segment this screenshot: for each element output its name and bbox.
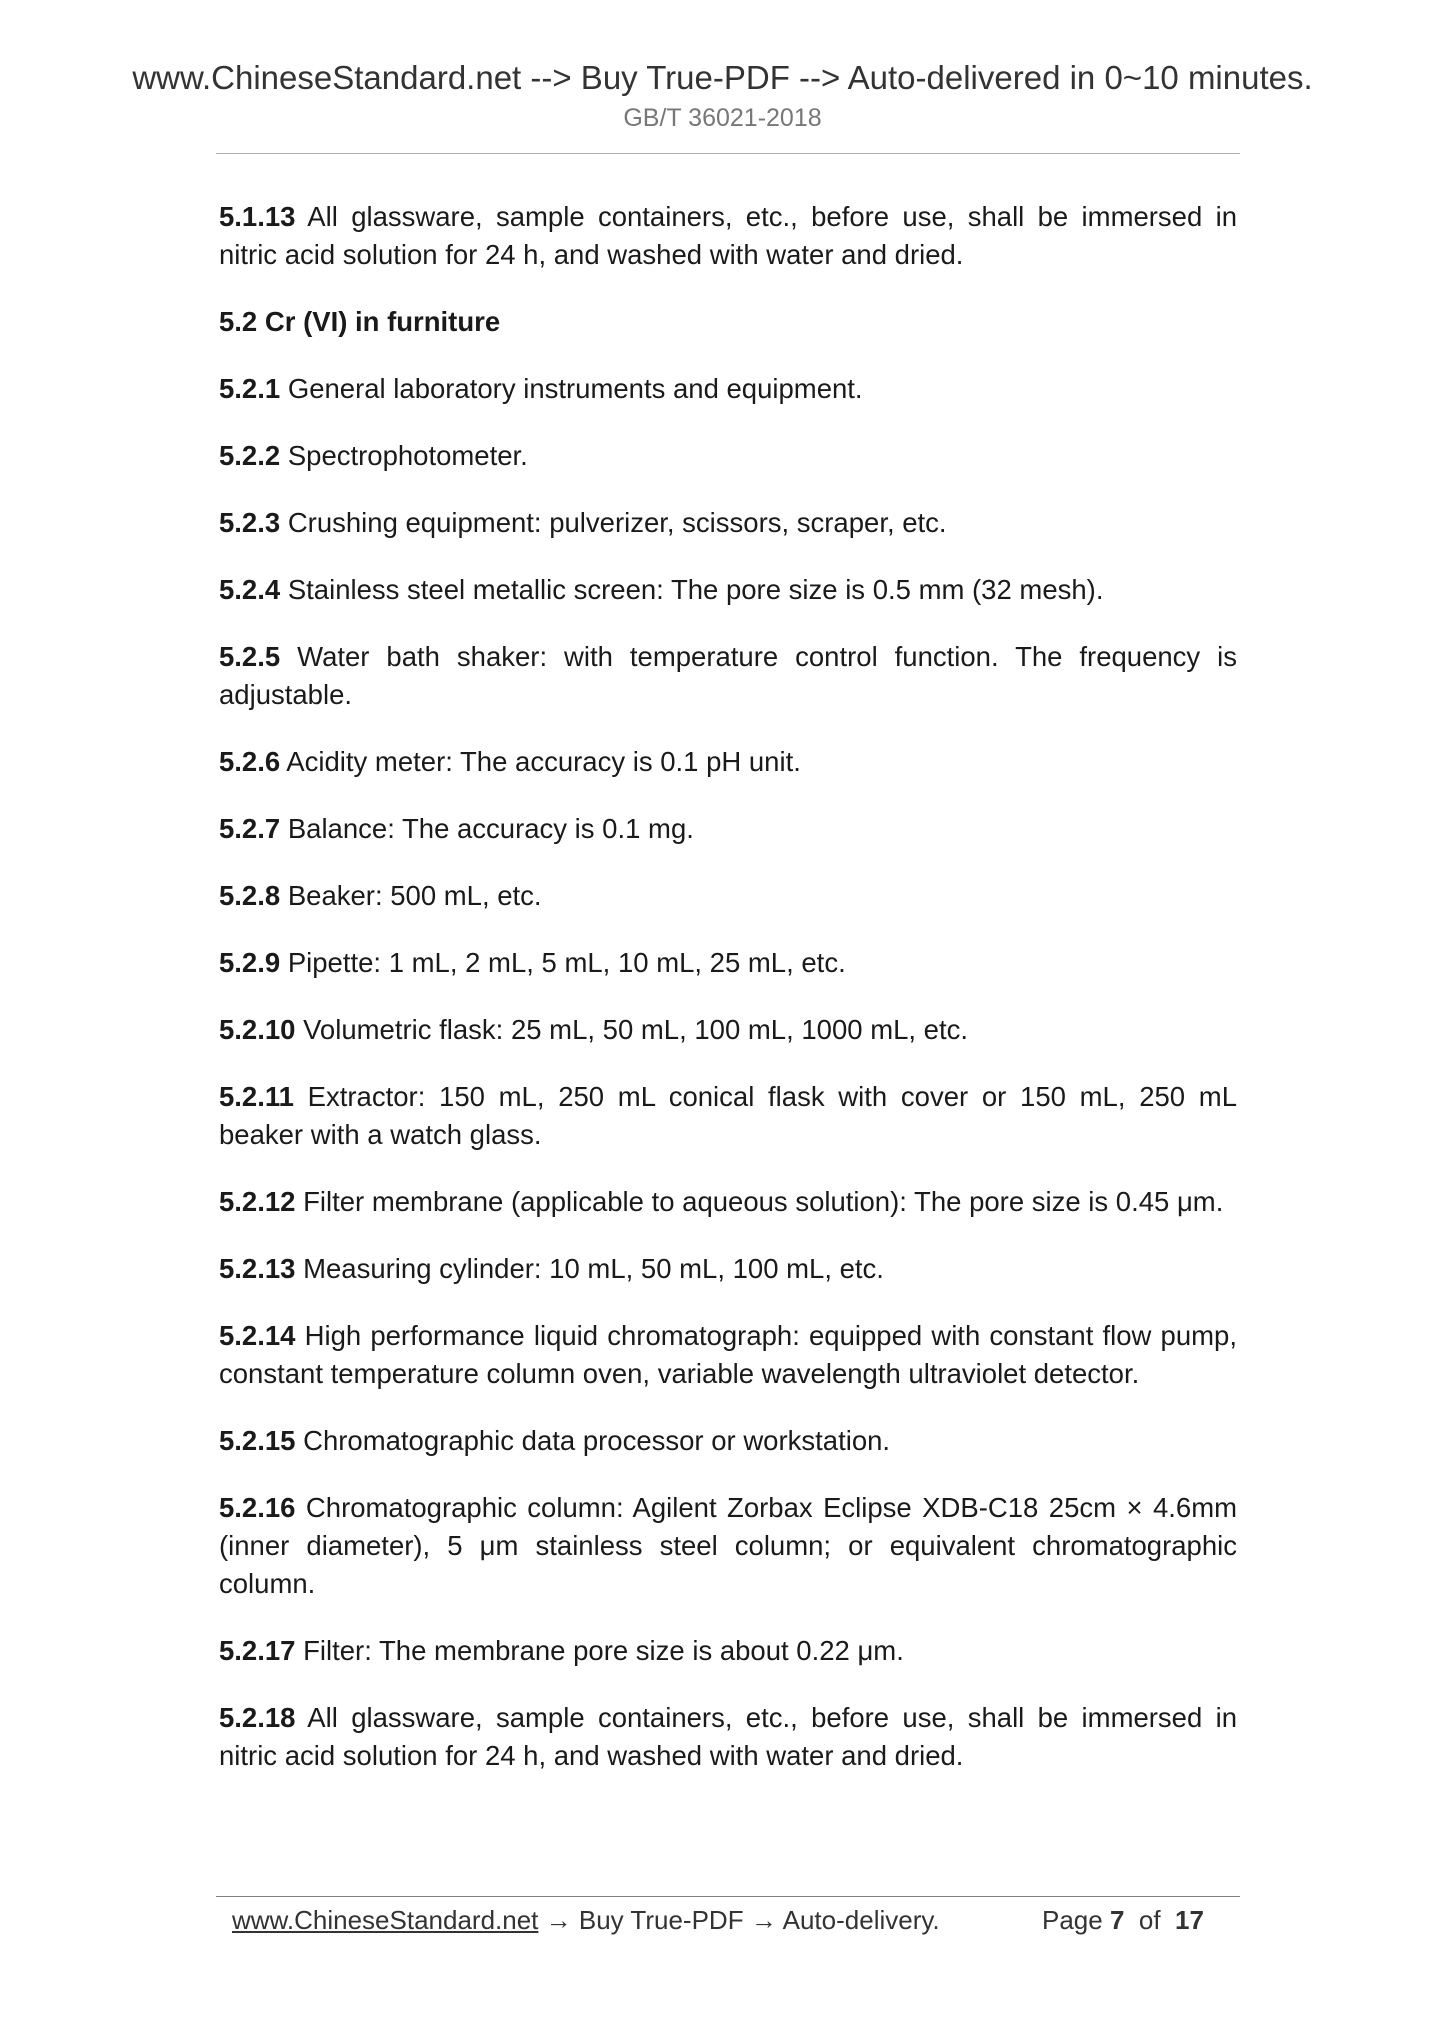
clause-5-2-13: [219, 1250, 1237, 1288]
footer-site-link[interactable]: www.ChineseStandard.net: [232, 1905, 539, 1935]
clause-5-2-7: [219, 810, 1237, 848]
clause-number: 5.2.7: [219, 813, 281, 844]
clause-5-2-11: [219, 1078, 1237, 1154]
clause-5-2-5: [219, 638, 1237, 714]
clause-text: High performance liquid chromatograph: equipped with constant flow pump, constant temperature column oven, variable wavelength ultraviolet detector.: [219, 1320, 1237, 1389]
clause-number: 5.2.10: [219, 1014, 296, 1045]
clause-5-2-9: [219, 944, 1237, 982]
clause-text: Measuring cylinder: 10 mL, 50 mL, 100 mL, etc.: [303, 1253, 884, 1284]
clause-text: Crushing equipment: pulverizer, scissors, scraper, etc.: [287, 507, 947, 538]
clause-number: 5.2.14: [219, 1320, 296, 1351]
page-number: [1042, 1901, 1204, 1939]
clause-5-2-18: [219, 1699, 1237, 1775]
clause-text: Water bath shaker: with temperature control function. The frequency is adjustable.: [219, 641, 1238, 710]
clause-number: 5.2.17: [219, 1635, 296, 1666]
page-of: of: [1138, 1905, 1161, 1935]
clause-5-2-12: [219, 1183, 1237, 1221]
arrow-icon: →: [750, 1905, 777, 1935]
clause-number: 5.2.8: [219, 880, 281, 911]
clause-5-2-2: [219, 437, 1237, 475]
clause-text: Filter: The membrane pore size is about 0.22 μm.: [303, 1635, 904, 1666]
clause-5-2-15: [219, 1422, 1237, 1460]
header-banner: www.ChineseStandard.net --> Buy True-PDF --> Auto-delivered in 0~10 minutes.: [132, 59, 1313, 96]
clause-number: 5.2.3: [219, 507, 281, 538]
clause-number: 5.2.9: [219, 947, 281, 978]
clause-number: 5.2.4: [219, 574, 281, 605]
clause-number: 5.2.18: [219, 1702, 296, 1733]
clause-5-2-3: [219, 504, 1237, 542]
clause-number: 5.2.15: [219, 1425, 296, 1456]
clause-text: All glassware, sample containers, etc., before use, shall be immersed in nitric acid solution for 24 h, and washed with water and dried.: [219, 1702, 1238, 1771]
clause-text: Stainless steel metallic screen: The pore size is 0.5 mm (32 mesh).: [287, 574, 1104, 605]
clause-number: 5.2.2: [219, 440, 281, 471]
document-body: [219, 198, 1237, 1804]
clause-number: 5.2.16: [219, 1492, 296, 1523]
clause-text: Filter membrane (applicable to aqueous solution): The pore size is 0.45 μm.: [303, 1186, 1224, 1217]
page-header: [0, 56, 1445, 136]
clause-number: 5.2.12: [219, 1186, 296, 1217]
arrow-icon: →: [545, 1905, 572, 1935]
section-heading-5-2: 5.2 Cr (VI) in furniture: [219, 306, 501, 337]
clause-5-2-17: [219, 1632, 1237, 1670]
clause-text: General laboratory instruments and equipment.: [287, 373, 863, 404]
clause-number: 5.2.13: [219, 1253, 296, 1284]
clause-number: 5.2.5: [219, 641, 281, 672]
clause-5-2-1: [219, 370, 1237, 408]
clause-5-2-10: [219, 1011, 1237, 1049]
clause-5-2-4: [219, 571, 1237, 609]
clause-text: Acidity meter: The accuracy is 0.1 pH unit.: [286, 746, 801, 777]
clause-text: All glassware, sample containers, etc., before use, shall be immersed in nitric acid solution for 24 h, and washed with water and dried.: [219, 201, 1238, 270]
standard-id: GB/T 36021-2018: [623, 104, 822, 132]
page-current: 7: [1109, 1905, 1125, 1935]
clause-5-2-14: [219, 1317, 1237, 1393]
clause-text: Balance: The accuracy is 0.1 mg.: [287, 813, 694, 844]
clause-text: Pipette: 1 mL, 2 mL, 5 mL, 10 mL, 25 mL, etc.: [287, 947, 846, 978]
clause-text: Volumetric flask: 25 mL, 50 mL, 100 mL, 1000 mL, etc.: [303, 1014, 969, 1045]
page-total: 17: [1175, 1905, 1204, 1935]
clause-5-1-13: [219, 198, 1237, 274]
clause-text: Chromatographic column: Agilent Zorbax Eclipse XDB-C18 25cm × 4.6mm (inner diameter), 5 μm stainless steel column; or equivalent chromatographic column.: [219, 1492, 1238, 1599]
clause-number: 5.2.6: [219, 746, 281, 777]
clause-5-2-16: [219, 1489, 1237, 1603]
clause-5-2-6: [219, 743, 1237, 781]
clause-number: 5.2.11: [219, 1081, 294, 1112]
footer-buy-text: Buy True-PDF: [578, 1905, 744, 1935]
footer-delivery-text: Auto-delivery.: [782, 1905, 940, 1935]
clause-number: 5.2.1: [219, 373, 281, 404]
page-word: Page: [1042, 1905, 1103, 1935]
footer-divider: [216, 1896, 1240, 1897]
clause-number: 5.1.13: [219, 201, 296, 232]
clause-5-2-8: [219, 877, 1237, 915]
clause-text: Spectrophotometer.: [287, 440, 528, 471]
clause-text: Beaker: 500 mL, etc.: [287, 880, 542, 911]
clause-text: Extractor: 150 mL, 250 mL conical flask with cover or 150 mL, 250 mL beaker with a watch glass.: [219, 1081, 1237, 1150]
page-footer: [232, 1901, 1232, 1939]
header-divider: [216, 153, 1240, 154]
clause-text: Chromatographic data processor or workstation.: [303, 1425, 891, 1456]
